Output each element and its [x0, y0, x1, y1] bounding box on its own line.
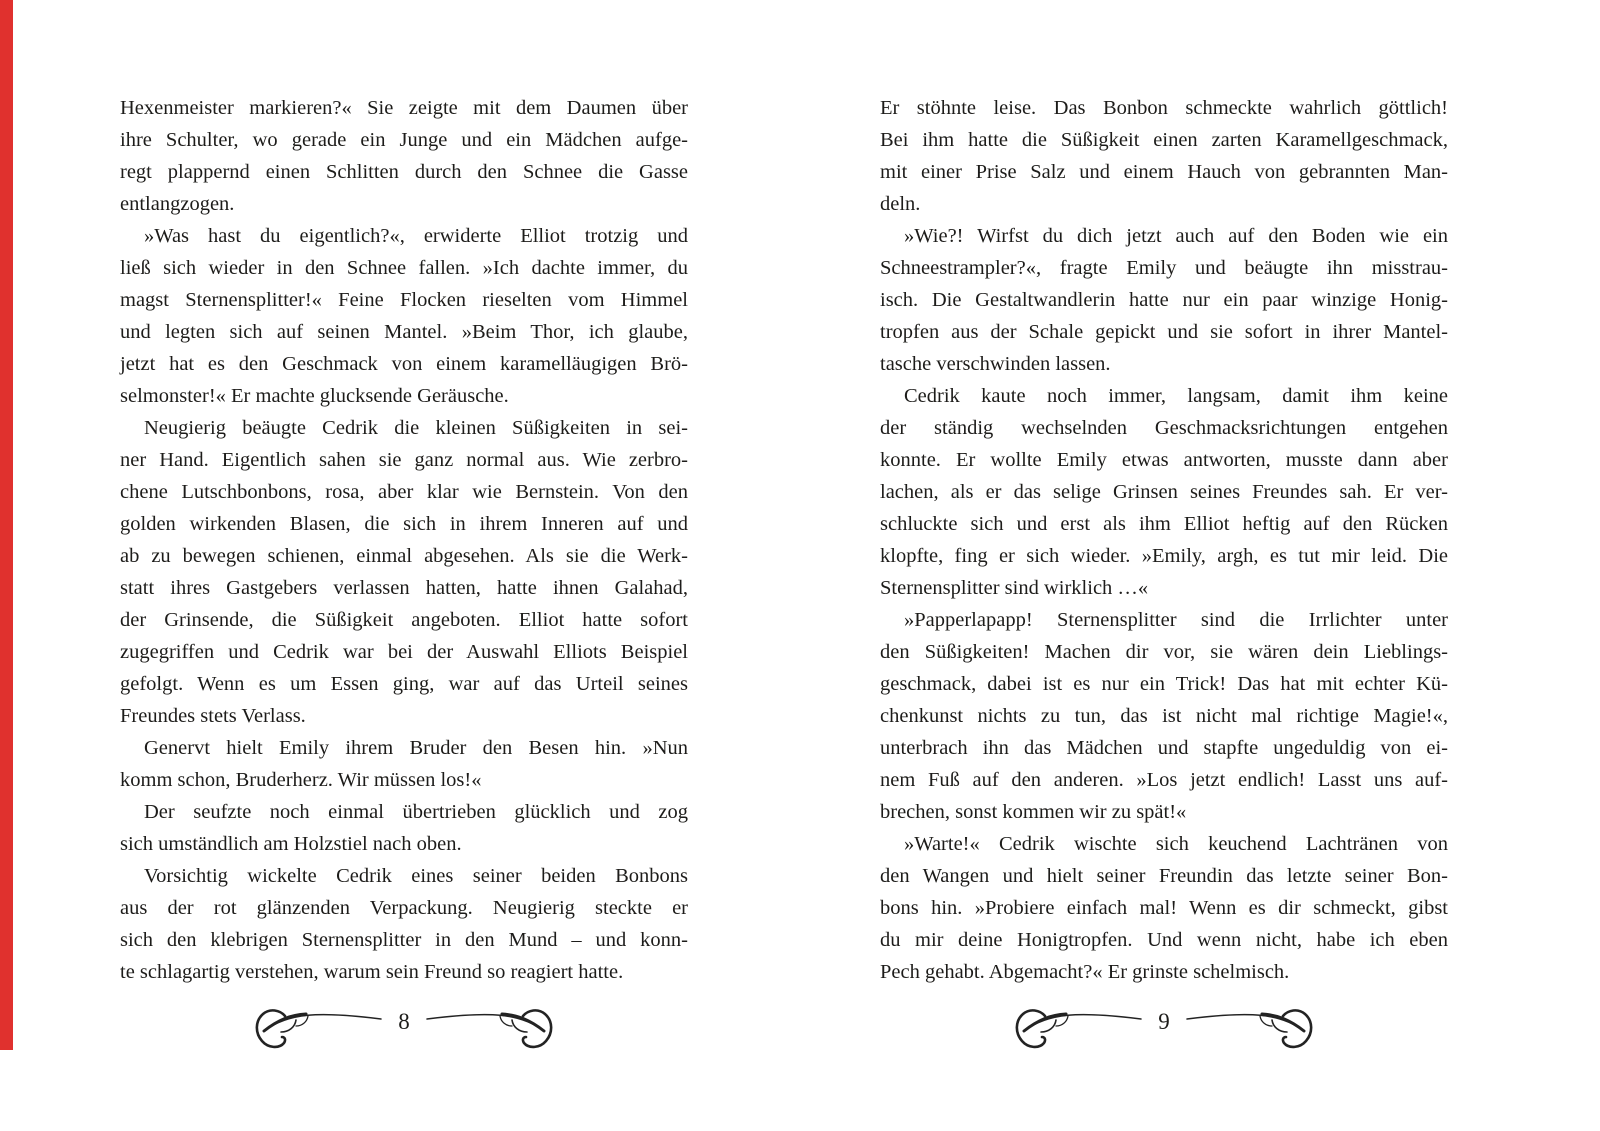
text-line: zugegriffen und Cedrik war bei der Auswahl Elliots Beispiel: [120, 641, 688, 663]
text-line: der ständig wechselnden Geschmacksrichtungen entgehen: [880, 417, 1448, 439]
text-line: Er stöhnte leise. Das Bonbon schmeckte wahrlich göttlich!: [880, 97, 1448, 119]
text-line: schluckte sich und erst als ihm Elliot heftig auf den Rücken: [880, 513, 1448, 535]
text-line: nem Fuß auf den anderen. »Los jetzt endlich! Lasst uns auf-: [880, 769, 1448, 791]
text-line: ab zu bewegen schienen, einmal abgesehen. Als sie die Werk-: [120, 545, 688, 567]
text-line: selmonster!« Er machte glucksende Geräusche.: [120, 385, 509, 407]
book-page-right: [880, 92, 1448, 1058]
text-line: »Wie?! Wirfst du dich jetzt auch auf den Boden wie ein: [904, 225, 1448, 247]
text-line: du mir deine Honigtropfen. Und wenn nicht, habe ich eben: [880, 929, 1448, 951]
text-line: ihre Schulter, wo gerade ein Junge und ein Mädchen aufge-: [120, 129, 688, 151]
text-line: klopfte, fing er sich wieder. »Emily, argh, es tut mir leid. Die: [880, 545, 1448, 567]
calligraphic-flourish-icon: [252, 1005, 384, 1053]
text-line: entlangzogen.: [120, 193, 235, 215]
text-line: deln.: [880, 193, 921, 215]
page-number: 9: [1158, 1009, 1170, 1034]
text-line: Genervt hielt Emily ihrem Bruder den Besen hin. »Nun: [144, 737, 688, 759]
text-line: den Wangen und hielt seiner Freundin das letzte seiner Bon-: [880, 865, 1448, 887]
text-line: »Papperlapapp! Sternensplitter sind die Irrlichter unter: [904, 609, 1448, 631]
text-line: sich den klebrigen Sternensplitter in den Mund – und konn-: [120, 929, 688, 951]
text-line: Bei ihm hatte die Süßigkeit einen zarten Karamellgeschmack,: [880, 129, 1448, 151]
text-line: »Warte!« Cedrik wischte sich keuchend Lachtränen von: [904, 833, 1448, 855]
text-line: Der seufzte noch einmal übertrieben glücklich und zog: [144, 801, 688, 823]
text-line: Cedrik kaute noch immer, langsam, damit ihm keine: [904, 385, 1448, 407]
text-line: den Süßigkeiten! Machen dir vor, sie wären dein Lieblings-: [880, 641, 1448, 663]
text-line: sich umständlich am Holzstiel nach oben.: [120, 833, 462, 855]
text-line: Hexenmeister markieren?« Sie zeigte mit dem Daumen über: [120, 97, 688, 119]
calligraphic-flourish-icon: [1012, 1005, 1144, 1053]
text-line: jetzt hat es den Geschmack von einem karamelläugigen Brö-: [120, 353, 688, 375]
book-page-left: [120, 92, 688, 1058]
page-number: 8: [398, 1009, 410, 1034]
text-line: mit einer Prise Salz und einem Hauch von gebrannten Man-: [880, 161, 1448, 183]
page-footer: [880, 1000, 1448, 1058]
text-line: regt plappernd einen Schlitten durch den Schnee die Gasse: [120, 161, 688, 183]
text-line: und legten sich auf seinen Mantel. »Beim Thor, ich glaube,: [120, 321, 688, 343]
text-line: Sternensplitter sind wirklich …«: [880, 577, 1149, 599]
text-line: Schneestrampler?«, fragte Emily und beäugte ihn misstrau-: [880, 257, 1448, 279]
text-line: ließ sich wieder in den Schnee fallen. »Ich dachte immer, du: [120, 257, 688, 279]
calligraphic-flourish-icon: [424, 1005, 556, 1053]
page-text-block: [120, 92, 688, 988]
text-line: »Was hast du eigentlich?«, erwiderte Elliot trotzig und: [144, 225, 688, 247]
text-line: te schlagartig verstehen, warum sein Freund so reagiert hatte.: [120, 961, 624, 983]
text-line: isch. Die Gestaltwandlerin hatte nur ein paar winzige Honig-: [880, 289, 1448, 311]
text-line: Vorsichtig wickelte Cedrik eines seiner beiden Bonbons: [144, 865, 688, 887]
text-line: tasche verschwinden lassen.: [880, 353, 1111, 375]
text-line: golden wirkenden Blasen, die sich in ihrem Inneren auf und: [120, 513, 688, 535]
text-line: der Grinsende, die Süßigkeit angeboten. Elliot hatte sofort: [120, 609, 688, 631]
text-line: komm schon, Bruderherz. Wir müssen los!«: [120, 769, 482, 791]
text-line: chenkunst nichts zu tun, das ist nicht mal richtige Magie!«,: [880, 705, 1448, 727]
text-line: chene Lutschbonbons, rosa, aber klar wie Bernstein. Von den: [120, 481, 688, 503]
text-line: lachen, als er das selige Grinsen seines Freundes sah. Er ver-: [880, 481, 1448, 503]
text-line: aus der rot glänzenden Verpackung. Neugierig steckte er: [120, 897, 688, 919]
text-line: gefolgt. Wenn es um Essen ging, war auf das Urteil seines: [120, 673, 688, 695]
red-edge-bar: [0, 0, 13, 1050]
text-line: ner Hand. Eigentlich sahen sie ganz normal aus. Wie zerbro-: [120, 449, 688, 471]
text-line: Freundes stets Verlass.: [120, 705, 306, 727]
text-line: Pech gehabt. Abgemacht?« Er grinste schelmisch.: [880, 961, 1290, 983]
text-line: unterbrach ihn das Mädchen und stapfte ungeduldig von ei-: [880, 737, 1448, 759]
text-line: brechen, sonst kommen wir zu spät!«: [880, 801, 1187, 823]
page-text-block: [880, 92, 1448, 988]
calligraphic-flourish-icon: [1184, 1005, 1316, 1053]
text-line: magst Sternensplitter!« Feine Flocken rieselten vom Himmel: [120, 289, 688, 311]
text-line: bons hin. »Probiere einfach mal! Wenn es dir schmeckt, gibst: [880, 897, 1448, 919]
text-line: Neugierig beäugte Cedrik die kleinen Süßigkeiten in sei-: [144, 417, 688, 439]
text-line: geschmack, dabei ist es nur ein Trick! Das hat mit echter Kü-: [880, 673, 1448, 695]
text-line: tropfen aus der Schale gepickt und sie sofort in ihrer Mantel-: [880, 321, 1448, 343]
text-line: statt ihres Gastgebers verlassen hatten, hatte ihnen Galahad,: [120, 577, 688, 599]
text-line: konnte. Er wollte Emily etwas antworten, musste dann aber: [880, 449, 1448, 471]
page-footer: [120, 1000, 688, 1058]
